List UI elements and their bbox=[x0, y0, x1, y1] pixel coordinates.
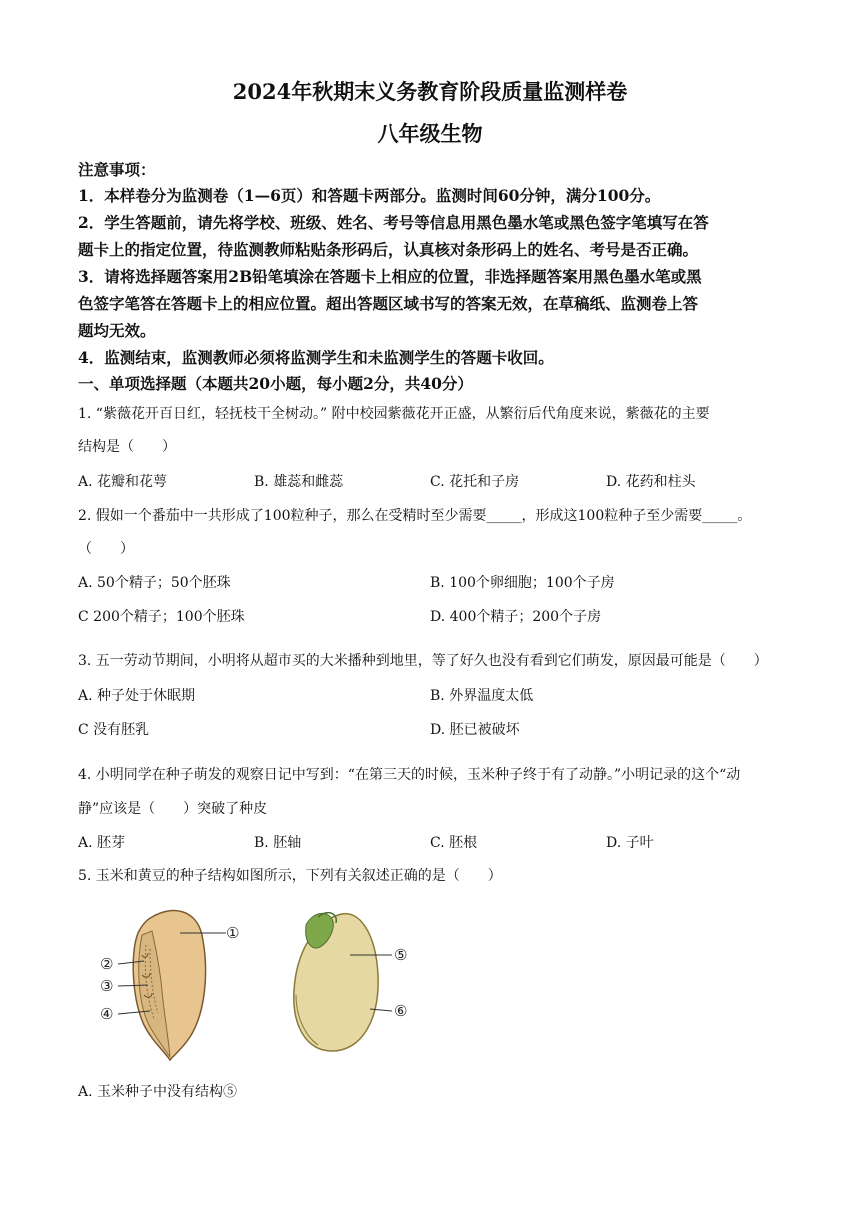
q4-option-d[interactable]: D. 子叶 bbox=[606, 835, 654, 851]
q5-stem: 5. 玉米和黄豆的种子结构如图所示，下列有关叙述正确的是（ ） bbox=[78, 868, 502, 884]
q4-option-a[interactable]: A. 胚芽 bbox=[78, 835, 126, 851]
notice-line-3c: 题均无效。 bbox=[78, 321, 156, 340]
q2-option-d[interactable]: D. 400个精子；200个子房 bbox=[430, 609, 602, 625]
q3-option-d[interactable]: D. 胚已被破坏 bbox=[430, 722, 520, 738]
q2-stem-a: 2. 假如一个番茄中一共形成了100粒种子，那么在受精时至少需要_____，形成这100粒种子至少需要_____。 bbox=[78, 508, 752, 524]
notice-line-3b: 色签字笔答在答题卡上的相应位置。超出答题区域书写的答案无效，在草稿纸、监测卷上答 bbox=[78, 294, 699, 313]
page-title: 2024年秋期末义务教育阶段质量监测样卷 bbox=[232, 79, 628, 104]
section-heading: 一、单项选择题（本题共20小题，每小题2分，共40分） bbox=[78, 374, 473, 393]
page-subtitle: 八年级生物 bbox=[377, 121, 483, 146]
q4-option-b[interactable]: B. 胚轴 bbox=[254, 835, 302, 851]
q1-option-d[interactable]: D. 花药和柱头 bbox=[606, 474, 696, 490]
q3-stem: 3. 五一劳动节期间，小明将从超市买的大米播种到地里，等了好久也没有看到它们萌发，原因最可能是（ ） bbox=[78, 653, 768, 669]
q3-option-c[interactable]: C 没有胚乳 bbox=[78, 722, 150, 738]
q1-stem-b: 结构是（ ） bbox=[78, 439, 176, 455]
label-6: ⑥ bbox=[394, 1002, 408, 1020]
label-1: ① bbox=[226, 924, 240, 942]
notice-heading: 注意事项： bbox=[78, 160, 156, 179]
q1-option-c[interactable]: C. 花托和子房 bbox=[430, 474, 520, 490]
bean-seed bbox=[294, 913, 378, 1051]
q4-stem-a: 4. 小明同学在种子萌发的观察日记中写到：“在第三天的时候，玉米种子终于有了动静。”小明记录的这个“动 bbox=[78, 767, 741, 783]
label-2: ② bbox=[100, 955, 114, 973]
q2-stem-b: （ ） bbox=[78, 541, 134, 557]
q2-option-c[interactable]: C 200个精子；100个胚珠 bbox=[78, 609, 245, 625]
seed-structure-figure bbox=[92, 895, 422, 1065]
notice-line-2b: 题卡上的指定位置，待监测教师粘贴条形码后，认真核对条形码上的姓名、考号是否正确。 bbox=[78, 240, 699, 259]
label-3: ③ bbox=[100, 977, 114, 995]
notice-line-4: 4．监测结束，监测教师必须将监测学生和未监测学生的答题卡收回。 bbox=[78, 348, 554, 367]
q4-stem-b: 静”应该是（ ）突破了种皮 bbox=[78, 801, 268, 817]
notice-line-1: 1．本样卷分为监测卷（1—6页）和答题卡两部分。监测时间60分钟，满分100分。 bbox=[78, 186, 661, 205]
q4-option-c[interactable]: C. 胚根 bbox=[430, 835, 478, 851]
q2-option-a[interactable]: A. 50个精子；50个胚珠 bbox=[78, 575, 231, 591]
notice-line-3a: 3．请将选择题答案用2B铅笔填涂在答题卡上相应的位置，非选择题答案用黑色墨水笔或黑 bbox=[78, 267, 702, 286]
q1-option-a[interactable]: A. 花瓣和花萼 bbox=[78, 474, 168, 490]
q1-option-b[interactable]: B. 雄蕊和雌蕊 bbox=[254, 474, 344, 490]
q1-stem-a: 1. “紫薇花开百日红，轻抚枝干全树动。” 附中校园紫薇花开正盛，从繁衍后代角度来说，紫薇花的主要 bbox=[78, 406, 710, 422]
label-4: ④ bbox=[100, 1005, 114, 1023]
q3-option-a[interactable]: A. 种子处于休眠期 bbox=[78, 688, 196, 704]
notice-line-2a: 2．学生答题前，请先将学校、班级、姓名、考号等信息用黑色墨水笔或黑色签字笔填写在答 bbox=[78, 213, 709, 232]
q2-option-b[interactable]: B. 100个卵细胞；100个子房 bbox=[430, 575, 615, 591]
label-5: ⑤ bbox=[394, 946, 408, 964]
q5-option-a[interactable]: A. 玉米种子中没有结构⑤ bbox=[78, 1084, 238, 1100]
q3-option-b[interactable]: B. 外界温度太低 bbox=[430, 688, 534, 704]
